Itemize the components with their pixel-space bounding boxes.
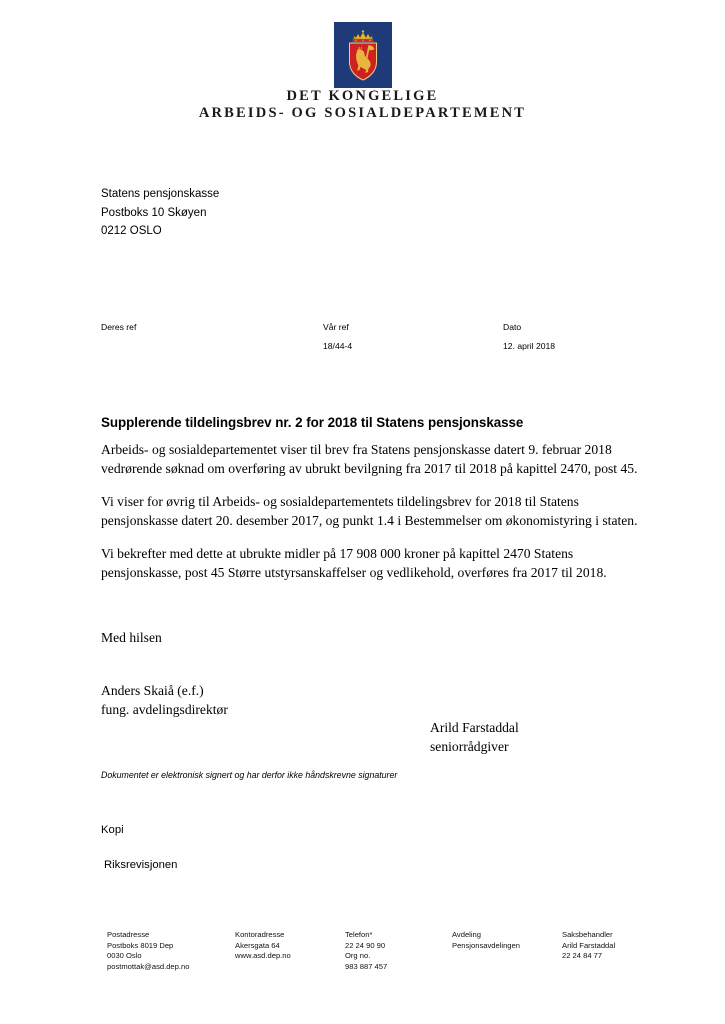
var-ref-value: 18/44-4 <box>323 341 353 351</box>
signature-left-block <box>101 682 228 719</box>
body-paragraph-1: Arbeids- og sosialdepartementet viser til brev fra Statens pensjonskasse datert 9. februar 2018 vedrørende søknad om overføring av ubrukt bevilgning fra 2017 til 2018 på kapittel 2470, post 45. <box>101 442 638 476</box>
footer-postadresse-line-1: Postboks 8019 Dep <box>107 940 174 950</box>
logo-line-kongelige: DET KONGELIGE <box>286 88 439 104</box>
var-ref-label: Vår ref <box>323 322 349 332</box>
footer-orgno-label: Org no. <box>345 951 371 961</box>
letterhead <box>0 22 725 122</box>
dato-value: 12. april 2018 <box>503 341 556 351</box>
footer-telefon-number: 22 24 90 90 <box>345 940 386 950</box>
reference-row <box>101 318 631 356</box>
footer-column-saksbehandler <box>562 930 637 972</box>
signatory-title-right: seniorrådgiver <box>430 738 509 754</box>
body-paragraph-3: Vi bekrefter med dette at ubrukte midler på 17 908 000 kroner på kapittel 2470 Statens pensjonskasse, post 45 Større utstyrsanskaffelser og vedlikehold, overføres fra 2017 til 2018. <box>101 546 607 580</box>
logo-line-department: ARBEIDS- OG SOSIALDEPARTEMENT <box>198 105 527 122</box>
footer-column-telefon <box>345 930 452 972</box>
footer-column-postadresse <box>107 930 235 972</box>
footer-orgno-value: 983 887 457 <box>345 961 388 971</box>
signatory-title-left: fung. avdelingsdirektør <box>101 701 228 717</box>
signature-closing: Med hilsen <box>101 630 162 645</box>
dato-column <box>503 318 631 356</box>
footer-heading-kontoradresse: Kontoradresse <box>235 930 285 939</box>
electronic-signature-note: Dokumentet er elektronisk signert og har derfor ikke håndskrevne signaturer <box>101 770 398 780</box>
norwegian-royal-coat-of-arms-icon <box>344 29 382 81</box>
footer-avdeling-value: Pensjonsavdelingen <box>452 940 520 950</box>
footer-kontoradresse-line-1: Akersgata 64 <box>235 940 280 950</box>
footer-saksbehandler-phone: 22 24 84 77 <box>562 951 603 961</box>
footer-saksbehandler-name: Arild Farstaddal <box>562 940 616 950</box>
document-title: Supplerende tildelingsbrev nr. 2 for 2018 til Statens pensjonskasse <box>101 415 524 430</box>
footer-heading-saksbehandler: Saksbehandler <box>562 930 613 939</box>
recipient-line-1: Statens pensjonskasse <box>101 188 220 200</box>
signatory-name-right: Arild Farstaddal <box>430 720 519 735</box>
footer-column-kontoradresse <box>235 930 345 972</box>
body-paragraph-2: Vi viser for øvrig til Arbeids- og sosialdepartementets tildelingsbrev for 2018 til Statens pensjonskasse datert 20. desember 2017, og punkt 1.4 i Bestemmelser om økonomistyring i staten. <box>101 494 638 528</box>
footer-heading-avdeling: Avdeling <box>452 930 481 939</box>
signatory-name-left: Anders Skaiå (e.f.) <box>101 683 204 698</box>
deres-ref-label: Deres ref <box>101 322 137 332</box>
signature-right-block <box>430 719 519 756</box>
recipient-line-3: 0212 OSLO <box>101 225 162 237</box>
footer-postadresse-line-2: 0030 Oslo <box>107 951 142 961</box>
footer-heading-telefon: Telefon* <box>345 930 373 939</box>
var-ref-column <box>323 318 503 356</box>
copy-recipient: Riksrevisjonen <box>104 859 178 871</box>
recipient-line-2: Postboks 10 Skøyen <box>101 206 207 219</box>
dato-label: Dato <box>503 322 522 332</box>
deres-ref-column <box>101 318 323 356</box>
recipient-address <box>101 185 219 241</box>
footer-heading-postadresse: Postadresse <box>107 930 150 939</box>
footer-kontoradresse-website: www.asd.dep.no <box>235 951 291 961</box>
department-logo-text <box>193 88 532 122</box>
page-footer <box>107 930 637 972</box>
footer-postadresse-email: postmottak@asd.dep.no <box>107 961 190 971</box>
letter-body <box>101 441 653 583</box>
copy-label: Kopi <box>101 824 124 836</box>
footer-column-avdeling <box>452 930 562 972</box>
